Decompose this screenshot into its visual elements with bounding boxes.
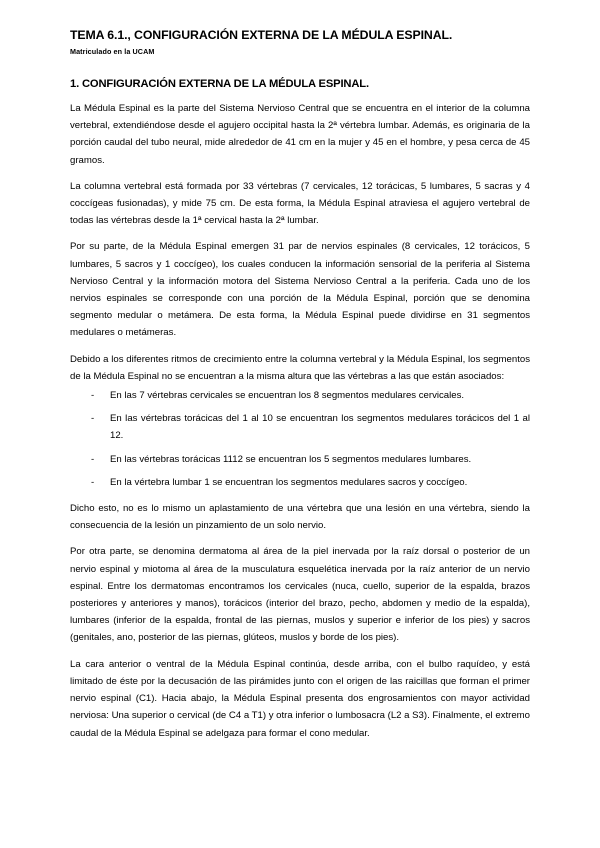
list-item-label: En la vértebra lumbar 1 se encuentran los segmentos medulares sacros y coccígeo.	[110, 476, 468, 488]
list-dash-marker: -	[91, 476, 95, 488]
paragraph-columna-vertebral: La columna vertebral está formada por 33 vértebras (7 cervicales, 12 torácicas, 5 lumbares, 5 sacras y 4 coccígeas fusionadas), y mide 75 cm. De esta forma, la Médula Espinal atraviesa el agujero vertebral de todas las vértebras desde la 1ª cervical hasta la 2ª lumbar.	[70, 180, 530, 227]
list-dash-marker: -	[91, 453, 95, 465]
paragraph-cara-anterior: La cara anterior o ventral de la Médula Espinal continúa, desde arriba, con el bulbo raquídeo, y está limitado de éste por la decusación de las pirámides junto con el origen de las raicillas que forman el primer nervio espinal (C1). Hacia abajo, la Médula Espinal presenta dos engrosamientos con mayor actividad nerviosa: Una superior o cervical (de C4 a T1) y otra inferior o lumbosacra (L2 a S3). Finalmente, el extremo caudal de la Médula Espinal se adelgaza para formar el cono medular.	[70, 658, 530, 739]
paragraph-nervios-espinales: Por su parte, de la Médula Espinal emergen 31 par de nervios espinales (8 cervicales, 12 torácicos, 5 lumbares, 5 sacros y 1 coccígeo), los cuales conducen la información sensorial de la periferia al Sistema Nervioso Central y la información motora del Sistema Nervioso Central a la periferia. Cada uno de los nervios espinales se corresponde con una porción de la Médula Espinal, porción que se denomina segmento medular o metámera. De esta forma, la Médula Espinal puede dividirse en 31 segmentos medulares o metámeras.	[70, 241, 530, 339]
document-title: TEMA 6.1., CONFIGURACIÓN EXTERNA DE LA MÉDULA ESPINAL.	[70, 28, 453, 42]
list-item	[70, 410, 530, 444]
segmentos-list	[70, 387, 530, 491]
list-item-label: En las vértebras torácicas del 1 al 10 se encuentran los segmentos medulares torácicos del 1 al 12.	[110, 413, 530, 442]
paragraph-intro: La Médula Espinal es la parte del Sistema Nervioso Central que se encuentra en el interior de la columna vertebral, extendiéndose desde el agujero occipital hasta la 2ª vértebra lumbar. Además, es originaria de la porción caudal del tubo neural, mide alrededor de 41 cm en la mujer y 45 en el hombre, y pesa cerca de 45 gramos.	[70, 103, 530, 166]
list-item	[70, 474, 530, 491]
list-item	[70, 387, 530, 404]
list-item-label: En las vértebras torácicas 1112 se encuentran los 5 segmentos medulares lumbares.	[110, 453, 472, 465]
list-item-label: En las 7 vértebras cervicales se encuentran los 8 segmentos medulares cervicales.	[110, 390, 465, 402]
list-item	[70, 451, 530, 468]
list-dash-marker: -	[91, 390, 95, 402]
list-dash-marker: -	[91, 413, 95, 425]
paragraph-ritmos-crecimiento: Debido a los diferentes ritmos de crecimiento entre la columna vertebral y la Médula Espinal, los segmentos de la Médula Espinal no se encuentran a la misma altura que las vértebras a las que están asociados:	[70, 353, 530, 382]
section-heading: 1. CONFIGURACIÓN EXTERNA DE LA MÉDULA ESPINAL.	[70, 78, 369, 90]
document-subtitle: Matriculado en la UCAM	[70, 47, 155, 56]
paragraph-dermatoma: Por otra parte, se denomina dermatoma al área de la piel inervada por la raíz dorsal o posterior de un nervio espinal y miotoma al área de la musculatura esquelética inervada por la raíz anterior de un nervio espinal. Entre los dermatomas encontramos los cervicales (nuca, cuello, superior de la espalda, brazos posteriores y anteriores y manos), torácicos (interior del brazo, pecho, abdomen y medio de la espalda), lumbares (inferior de la espalda, frontal de las piernas, muslos y superior e inferior de los pies) y sacros (genitales, ano, posterior de las piernas, glúteos, muslos y borde de los pies).	[70, 546, 530, 644]
paragraph-aplastamiento: Dicho esto, no es lo mismo un aplastamiento de una vértebra que una lesión en una vértebra, siendo la consecuencia de la lesión un pinzamiento de un solo nervio.	[70, 503, 530, 532]
